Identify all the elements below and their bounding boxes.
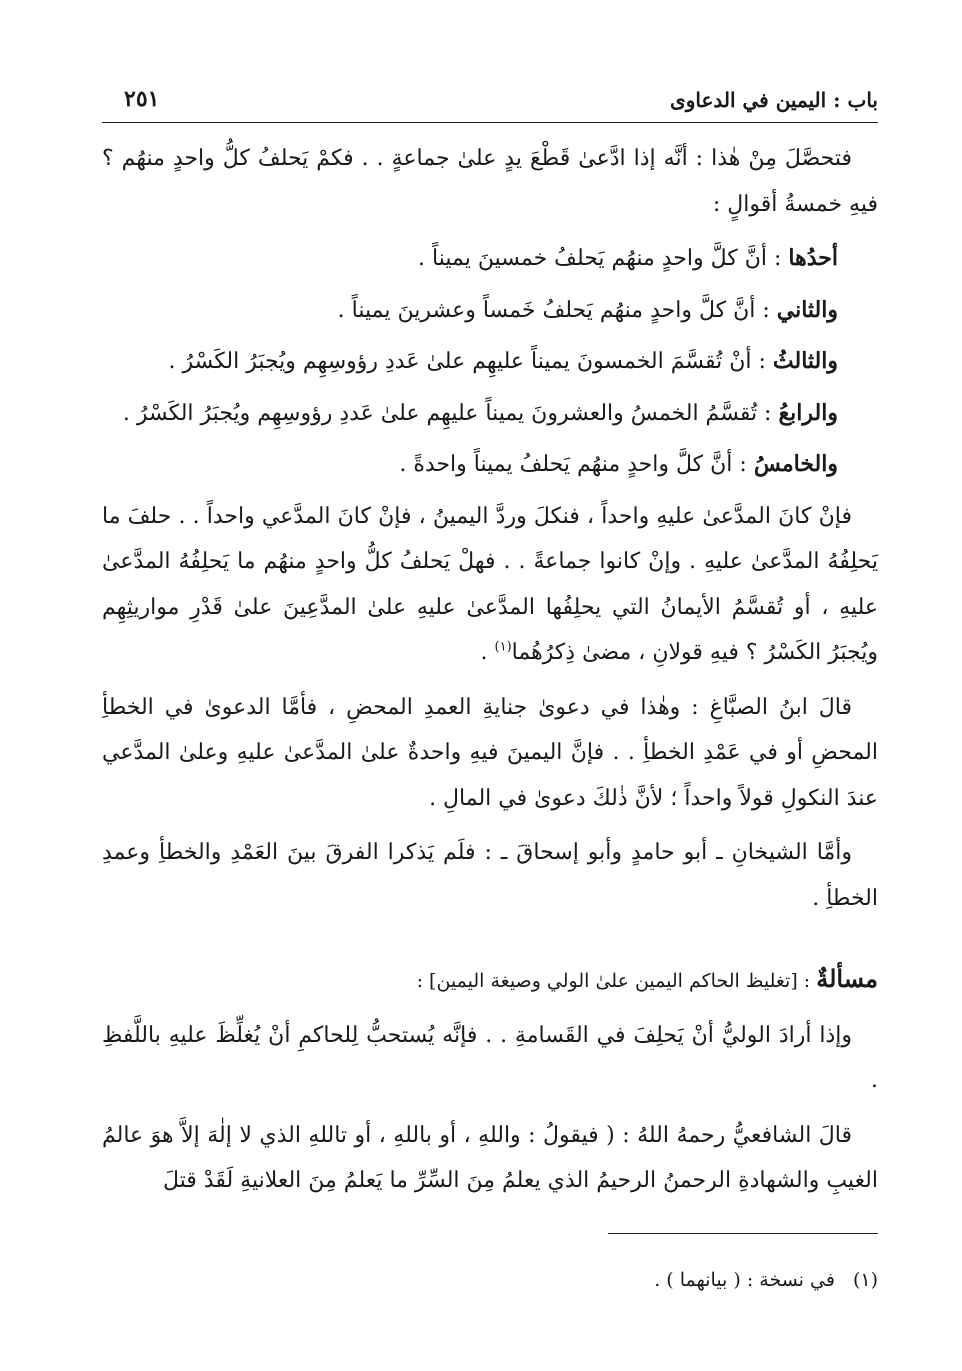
masala-heading (102, 956, 878, 1005)
paragraph-ibn-sabbagh: قالَ ابنُ الصبَّاغِ : وهٰذا في دعوىٰ جنايةِ العمدِ المحضِ ، فأمَّا الدعوىٰ في الخطأِ المحضِ أو في عَمْدِ الخطأِ . . فإنَّ اليمينَ فيهِ واحدةٌ علىٰ المدَّعىٰ عليهِ وعلىٰ المدَّعي عندَ النكولِ قولاً واحداً ؛ لأنَّ ذٰلكَ دعوىٰ في المالِ . (102, 694, 878, 811)
page-number: ٢٥١ (124, 86, 160, 112)
chapter-title: باب : اليمين في الدعاوى (670, 88, 878, 112)
paragraph-shaykhan: وأمَّا الشيخانِ ـ أبو حامدٍ وأبو إسحاقَ ـ : فلَم يَذكرا الفرقَ بينَ العَمْدِ والخطأِ وعمدِ الخطأِ . (102, 840, 878, 911)
paragraph-nukul (102, 494, 878, 676)
list-item-first (102, 236, 878, 282)
list-item-head: والرابعُ (778, 399, 838, 426)
list-item-head: والثاني (776, 296, 838, 323)
list-item-text: : أنَّ كلَّ واحدٍ منهُم يَحلفُ يميناً واحدةً . (399, 452, 754, 477)
list-item-text: : تُقسَّمُ الخمسُ والعشرونَ يميناً عليهِم علىٰ عَددِ رؤوسِهِم ويُجبَرُ الكَسْرُ . (122, 400, 779, 426)
footnote-reference[interactable]: (١) (494, 639, 512, 655)
paragraph-nukul-end: . (480, 640, 495, 665)
list-item-fifth (102, 442, 878, 488)
running-header (102, 82, 878, 123)
list-item-text: : أنَّ كلَّ واحدٍ منهُم يَحلفُ خمسينَ يميناً . (418, 246, 789, 271)
footnote (378, 1265, 878, 1295)
masala-subtitle: : [تغليظ الحاكم اليمين علىٰ الولي وصيغة اليمين] : (416, 970, 817, 992)
paragraph-intro: فتحصَّلَ مِنْ هٰذا : أنَّه إذا ادَّعىٰ قَطْعَ يدٍ علىٰ جماعةٍ . . فكمْ يَحلفُ كلُّ واحدٍ منهُم ؟ فيهِ خمسةُ أقوالٍ : (102, 146, 878, 217)
list-item-head: والثالثُ (772, 348, 838, 374)
list-item-fourth (102, 391, 878, 437)
list-item-third (102, 339, 878, 385)
masala-word: مسألةٌ (816, 964, 878, 993)
list-item-text: : أنَّ كلَّ واحدٍ منهُم يَحلفُ خَمساً وعشرينَ يميناً . (337, 297, 777, 323)
main-text (102, 136, 878, 1213)
list-item-head: والخامسُ (753, 451, 838, 477)
paragraph-wali: وإذا أرادَ الوليُّ أنْ يَحلِفَ في القَسامةِ . . فإنَّه يُستحبُّ لِلحاكمِ أنْ يُغلِّظَ عليهِ باللَّفظِ . (102, 1022, 878, 1093)
footnote-divider (608, 1233, 878, 1234)
footnote-text: في نسخة : ( بيانهما ) . (654, 1269, 835, 1291)
list-item-text: : أنْ تُقسَّمَ الخمسونَ يميناً عليهِم علىٰ عَددِ رؤوسِهِم ويُجبَرُ الكَسْرُ . (168, 349, 773, 374)
paragraph-shafii: قالَ الشافعيُّ رحمهُ اللهُ : ( فيقولُ : واللهِ ، أو باللهِ ، أو تاللهِ الذي لا إلٰهَ إلاَّ هوَ عالمُ الغيبِ والشهادةِ الرحمنُ الرحيمُ الذي يعلمُ مِنَ السِّرِّ ما يَعلمُ مِنَ العلانيةِ لَقَدْ قتلَ (102, 1122, 878, 1193)
list-item-head: أحدُها (788, 245, 838, 271)
list-item-second (102, 288, 878, 334)
section-gap (102, 930, 878, 956)
paragraph-nukul-text: فإنْ كانَ المدَّعىٰ عليهِ واحداً ، فنكلَ وردَّ اليمينُ ، فإنْ كانَ المدَّعي واحداً . . حلفَ ما يَحلِفُهُ المدَّعىٰ عليهِ . وإنْ كانوا جماعةً . . فهلْ يَحلفُ كلُّ واحدٍ منهُم ما يَحلِفُهُ المدَّعىٰ عليهِ ، أو تُقسَّمُ الأيمانُ التي يحلِفُها المدَّعىٰ عليهِ علىٰ المدَّعِينَ علىٰ قَدْرِ مواريثِهِم ويُجبَرُ الكَسْرُ ؟ فيهِ قولانِ ، مضىٰ ذِكرُهُما (102, 503, 878, 665)
footnote-number: (١) (852, 1269, 878, 1291)
